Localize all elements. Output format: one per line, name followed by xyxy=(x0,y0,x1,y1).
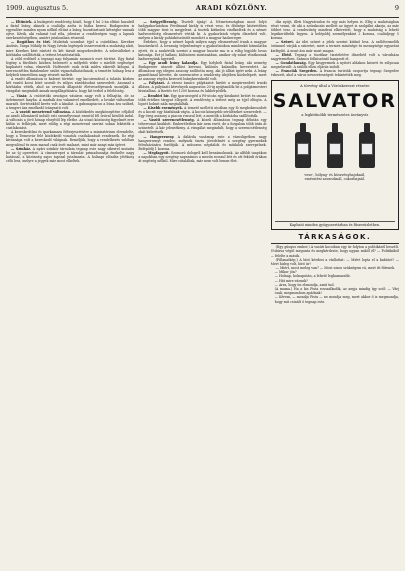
article-paragraph xyxy=(138,118,266,134)
article-headline: — Rendőri hír. xyxy=(143,93,170,98)
article-paragraph xyxy=(271,53,399,61)
article-paragraph xyxy=(138,81,266,93)
dialog-line: — Kérem, — mondja Pista — ne mondja meg, mert akkor ő is megmondja, hogy mit csinált ő tegnap este. xyxy=(274,295,399,304)
article-paragraph xyxy=(271,258,399,266)
article-text: A temető melletti utcában egy ló megbokrosodott és a kocsit egy házfalnak vágta. A kocsis könnyebb sérüléseket szenvedett. — Egy öreg asszony a piacon rosszul lett; a mentők a kórházba szállították. xyxy=(138,105,267,119)
ad-top-line: A törvény által a Vöröskereszt részére xyxy=(300,84,370,89)
column-left xyxy=(6,20,134,570)
ad-description xyxy=(275,173,395,181)
ad-footer: Kapható minden gyógyszertárban és fűszerüzletben. xyxy=(275,221,395,227)
article-paragraph xyxy=(6,57,134,77)
article-text: A budapesti rendőrség közöl, hogy f. hó 2-án eltűnt hazulról a fiatal leány, akinek a családja azóta is hiába keresi. Budapesten is egyenlőre minden nyom nélkül eltűnt a leány, hozzátartozói kétségbe vannak ejtve. Kérik, aki valamit tud róla, jelentse a rendőrségen vagy a lapunk szerkesztőségében, amiért jutalomban részesül. xyxy=(6,20,135,41)
page-number: 9 xyxy=(394,4,399,12)
article-text: (Egy gúnyos ember.) A vasúti kocsiban egy úr folyton a politikáról beszélt. Utitársa végül megunta és megkérdezte, hogy ugyan miből él? — Politikából — felelte a másik. xyxy=(270,245,399,258)
article-text: Érdekes, hogy a német lapok milyen nagy elismeréssel írnak a magyar huszárokról. A lovasság teljesítménye a gyakorlatokon mindenkit bámulatba ejtett, és a szakértők szerint a magyar huszár ma is a világ legjobb lovas katonája. Ezt jó hallani, különösen mostanában, amikor oly sokat vitatkoznak hadseregünk ügyeiről. xyxy=(138,40,267,61)
column-middle xyxy=(138,20,266,570)
article-paragraph xyxy=(271,40,399,52)
article-text: A vasúti állomáson is baleset történt: egy kocsirendező a tolatás közben két vasúti kocsi közé szorult és súlyos zúzódásokat szenvedett. Azonnal a kórházba vitték, ahol az orvosok állapotát életveszélyesnek mondják. A vizsgálat megindult annak megállapítására, hogy kit terhel a felelősség. xyxy=(6,77,135,94)
article-text: Az idei szüret a jelek szerint kitűnő lesz. A szőlőtermelők örömmel várják a szüretet, mert a termés minősége és mennyisége egyaránt kielégítő. A must ára már most magas. xyxy=(270,40,399,53)
article-paragraph xyxy=(271,20,399,40)
page-header xyxy=(6,4,399,18)
header-date: 1909. augusztus 5. xyxy=(6,4,69,12)
dialog-lines xyxy=(271,270,399,303)
column-right xyxy=(271,20,399,570)
salvator-advertisement xyxy=(271,80,399,230)
article-text: A dalárda vasárnap este a városligetben nagy hangversenyt rendez, melynek tiszta jövedelmét a szegény gyermekek felruházására fordítják. A műsoron népdalok és műdalok szerepelnek. Belépődíj 1 korona. xyxy=(138,134,267,151)
article-headline: — Szégyelltesség. xyxy=(143,20,178,24)
ad-row: vese-, hólyag- és köszvénybajoknál, xyxy=(304,172,366,177)
article-paragraph xyxy=(6,130,134,146)
article-headline: — Eltűntek. xyxy=(11,20,33,24)
article-text: Egy kisgyermek a nyitott ablakon kiesett és súlyosan megsebesült. A szülők ellen eljárás indult. xyxy=(270,61,399,70)
ad-row: emésztési zavaroknál, cukorbajnál. xyxy=(304,176,365,181)
article-headline: — Hangverseny. xyxy=(143,134,175,139)
article-paragraph xyxy=(6,110,134,130)
article-headline: — Vásár. xyxy=(11,93,28,98)
article-paragraph xyxy=(138,135,266,151)
bottle-icon xyxy=(326,123,344,169)
article-text: Egy iparossegéd a Fő-utcán egy kirakatot betört és onnan több értékes tárgyat ellopott. A rendőrség a tettest még az éjjel elfogta. A lopott holmit nála megtalálták. xyxy=(138,93,267,106)
article-paragraph xyxy=(138,151,266,163)
article-text: Szomorú dologról kell beszámolnunk. Az alföldi tanyákon a napokban egy szegény napszámos a mezőn rosszul lett és ott feküdt órákon át segítség nélkül. Mire rátaláltak, már nem volt benne élet. xyxy=(138,151,267,164)
newspaper-title: ARADI KÖZLÖNY. xyxy=(195,4,268,12)
bottle-icon xyxy=(358,123,376,169)
article-headline: — Szüret. xyxy=(275,40,294,45)
article-headline: — Egy aradi leány kalandja. xyxy=(143,60,199,65)
article-headline: — Vasúti szerencsétlenség. xyxy=(143,118,195,123)
article-text: A csütörtöki országos vásáron nagy volt a felhajtás, de az üzletmenet lanyha. A marhák ára valamivel emelkedett, a lovaké változatlan maradt. Sertésekből kevés volt a kínálat. A gabonapiacon a búza ára szilárd, a tengeri ára emelkedő irányzatú volt. xyxy=(6,93,135,110)
article-paragraph xyxy=(271,245,399,257)
dialog-line: — Arra, hogy ön elmondja, amit tud. xyxy=(274,282,335,287)
article-paragraph xyxy=(138,61,266,81)
article-text: Mulattak szombat éjjel a csárdában. Kerekes András, Varga Mihály és Nagy István legények összevesztek a mulatság alatt, mire Kerekes kést rántott és két társát megsebesítette. A sebesülteket a kórházba szállították, a tettest letartóztatták. xyxy=(6,40,135,57)
article-text: A nyári színkör társulata tegnap este nagy sikerrel mutatta be az új operettet. A címszerepet a társulat primadonnája énekelte nagy hatással, a közönség zajos tapssal jutalmazta. A holnapi előadás jótékony célú lesz, melyre a jegyek már most elkeltek. xyxy=(6,146,135,163)
article-paragraph xyxy=(6,147,134,163)
section-title: TÁRKASÁGOK. xyxy=(298,233,372,242)
article-paragraph xyxy=(6,94,134,110)
bottle-icon xyxy=(294,123,312,169)
article-paragraph xyxy=(138,106,266,118)
article-text: A közlekedés megkönnyítése céljából az aradi állomásról induló esti személyvonat ezentúl fél órával később indul. A változás a jövő hónap elsejétől lép életbe. Az utazó közönség figyelmét erre külön is felhívjuk, mert eddig a régi menetrend szerint sokan lekésték a csatlakozást. xyxy=(6,109,135,131)
article-paragraph xyxy=(138,20,266,40)
column-right-anecdotes xyxy=(271,245,399,270)
article-text: Tegnap a tisztikar tiszteletére díszebéd volt a városháza nagytermében. Számos felköszöntő hangzott el. xyxy=(270,52,399,61)
ad-bottle-illustration xyxy=(275,123,395,169)
article-headline: — Megfagyott. xyxy=(143,151,170,155)
article-headline: — Színház. xyxy=(11,146,32,151)
dialog-line: — Mikor jön? xyxy=(274,270,297,275)
article-text: A francia turisták csoportja tegnap Szegedre érkezett, ahol a város nevezetességeit tekintették meg. xyxy=(270,69,399,78)
article-text: — Miért, most meleg van? — Most nincs szükségem rá, mert itt fűtenek. xyxy=(275,266,396,271)
article-headline: — Kisebb események. xyxy=(143,105,183,110)
dialog-line: — Holnap, holnapután, a lehető leghamarabb. xyxy=(274,274,351,279)
article-text: dás nyújt, illeti Nagyváradon és egy más helyen is. Elég a mulatságban részt venni, de aki a szórakozás mellett az ügyet is szolgálni akarja, az már többet tesz. A rendezőség mindent elkövetett, hogy a mulatság a lehető legsikerültebb legyen. A belépődíj személyenkint 2 korona, családjegy 5 korona. xyxy=(270,20,399,41)
article-headline: — Gondatlanság. xyxy=(275,61,307,66)
column-right-top-articles xyxy=(271,20,399,77)
article-headline: — Franciák Szegeden. xyxy=(275,69,318,74)
article-paragraph xyxy=(271,69,399,77)
article-headline: — A vasúti menetrend változása. xyxy=(11,109,71,114)
article-text: Tisztelt újság! A Németországban most folyó hadgyakorlatokon Ferdinand király is részt vesz, és őfelsége kíséretében több magyar tiszt is megjelent. A tisztek kitűnően viselkedtek és a német hadvezetőség elismerését vívták ki. A gyakorlatok végén díszebéd volt, melyen a király pohárköszöntőt mondott a magyar hadseregre. xyxy=(138,20,267,41)
article-columns xyxy=(6,20,399,570)
article-headline: — Pályázat. xyxy=(143,81,166,86)
dialog-line: (A mama.) Ha a kis Pista rosszalkodik, az anyja mindig így szól: — Várj csak, megmondom apádnak! xyxy=(274,287,399,296)
article-paragraph xyxy=(6,77,134,93)
article-paragraph xyxy=(6,40,134,56)
ad-subtitle: a legkitűnőbb természetes ásványvíz xyxy=(301,113,369,118)
article-paragraph xyxy=(138,40,266,60)
article-text: Egy helybeli fiatal leány, aki nemrég Budapestre utazott állást keresni, különös kalandba keveredett. Az állomáson egy idegen asszony szólította meg, aki jó állást ígért neki. A leány gyanútlanul követte, de szerencsére a rendőrség idejében közbelépett, mert az asszony régóta keresett leánykereskedő volt. xyxy=(138,60,267,82)
article-text: (Pillanatkép.) A bíró kérdezi a vádlottat: — Miért lopta el a kabátot? — Mert hideg volt, bíró úr! xyxy=(270,257,399,266)
article-headline: — Bogáthos és töri. xyxy=(11,40,51,45)
dialog-line: — Hát mire várunk? xyxy=(274,278,308,283)
article-paragraph xyxy=(138,94,266,106)
article-headline: — Ebéd. xyxy=(275,52,292,57)
article-text: A kereskedelmi és iparkamara felterjesztésére a minisztérium elrendelte, hogy a Temesvár felé közlekedő vonatok csatlakozását rendezzék. Ez régi kívánsága volt a kereskedő világnak. Reméljük, hogy a rendelkezés valóban megvalósul és nem marad csak írott malaszt, mint már annyi más ígéret. xyxy=(6,130,135,147)
ad-brand-name: SALVATOR xyxy=(272,90,397,113)
article-text: A zöld erdőnél a tegnapi nap folyamán szomorú eset történt. Egy fiatal legény a fürdőzés közben beleesett a mélyebb vízbe s mielőtt segítséget kaphatott volna, elmerült. Holttestét csak órák múlva sikerült kifogni. A szerencsétlen fiatalember szülei vigasztalhatatlanok; a temetés holnap lesz a helybeli temetőben nagy részvét mellett. xyxy=(6,56,135,77)
article-paragraph xyxy=(6,20,134,40)
article-paragraph xyxy=(271,61,399,69)
article-text: A városi tanács pályázatot hirdet a megüresedett írnoki állásra. A pályázati kérvények augusztus 20-ig nyújtandók be a polgármesteri hivatalban. A fizetés évi 1200 korona és lakbérpótlék. xyxy=(138,81,267,94)
article-text: A közeli állomáson tegnap délután egy tehervonat kisiklott. Emberéletben kár nem esett, de a forgalom több órán át szünetelt. A kár jelentékeny. A vizsgálat megindult, hogy a szerencsétlenség okát kiderítsék. xyxy=(138,118,267,135)
